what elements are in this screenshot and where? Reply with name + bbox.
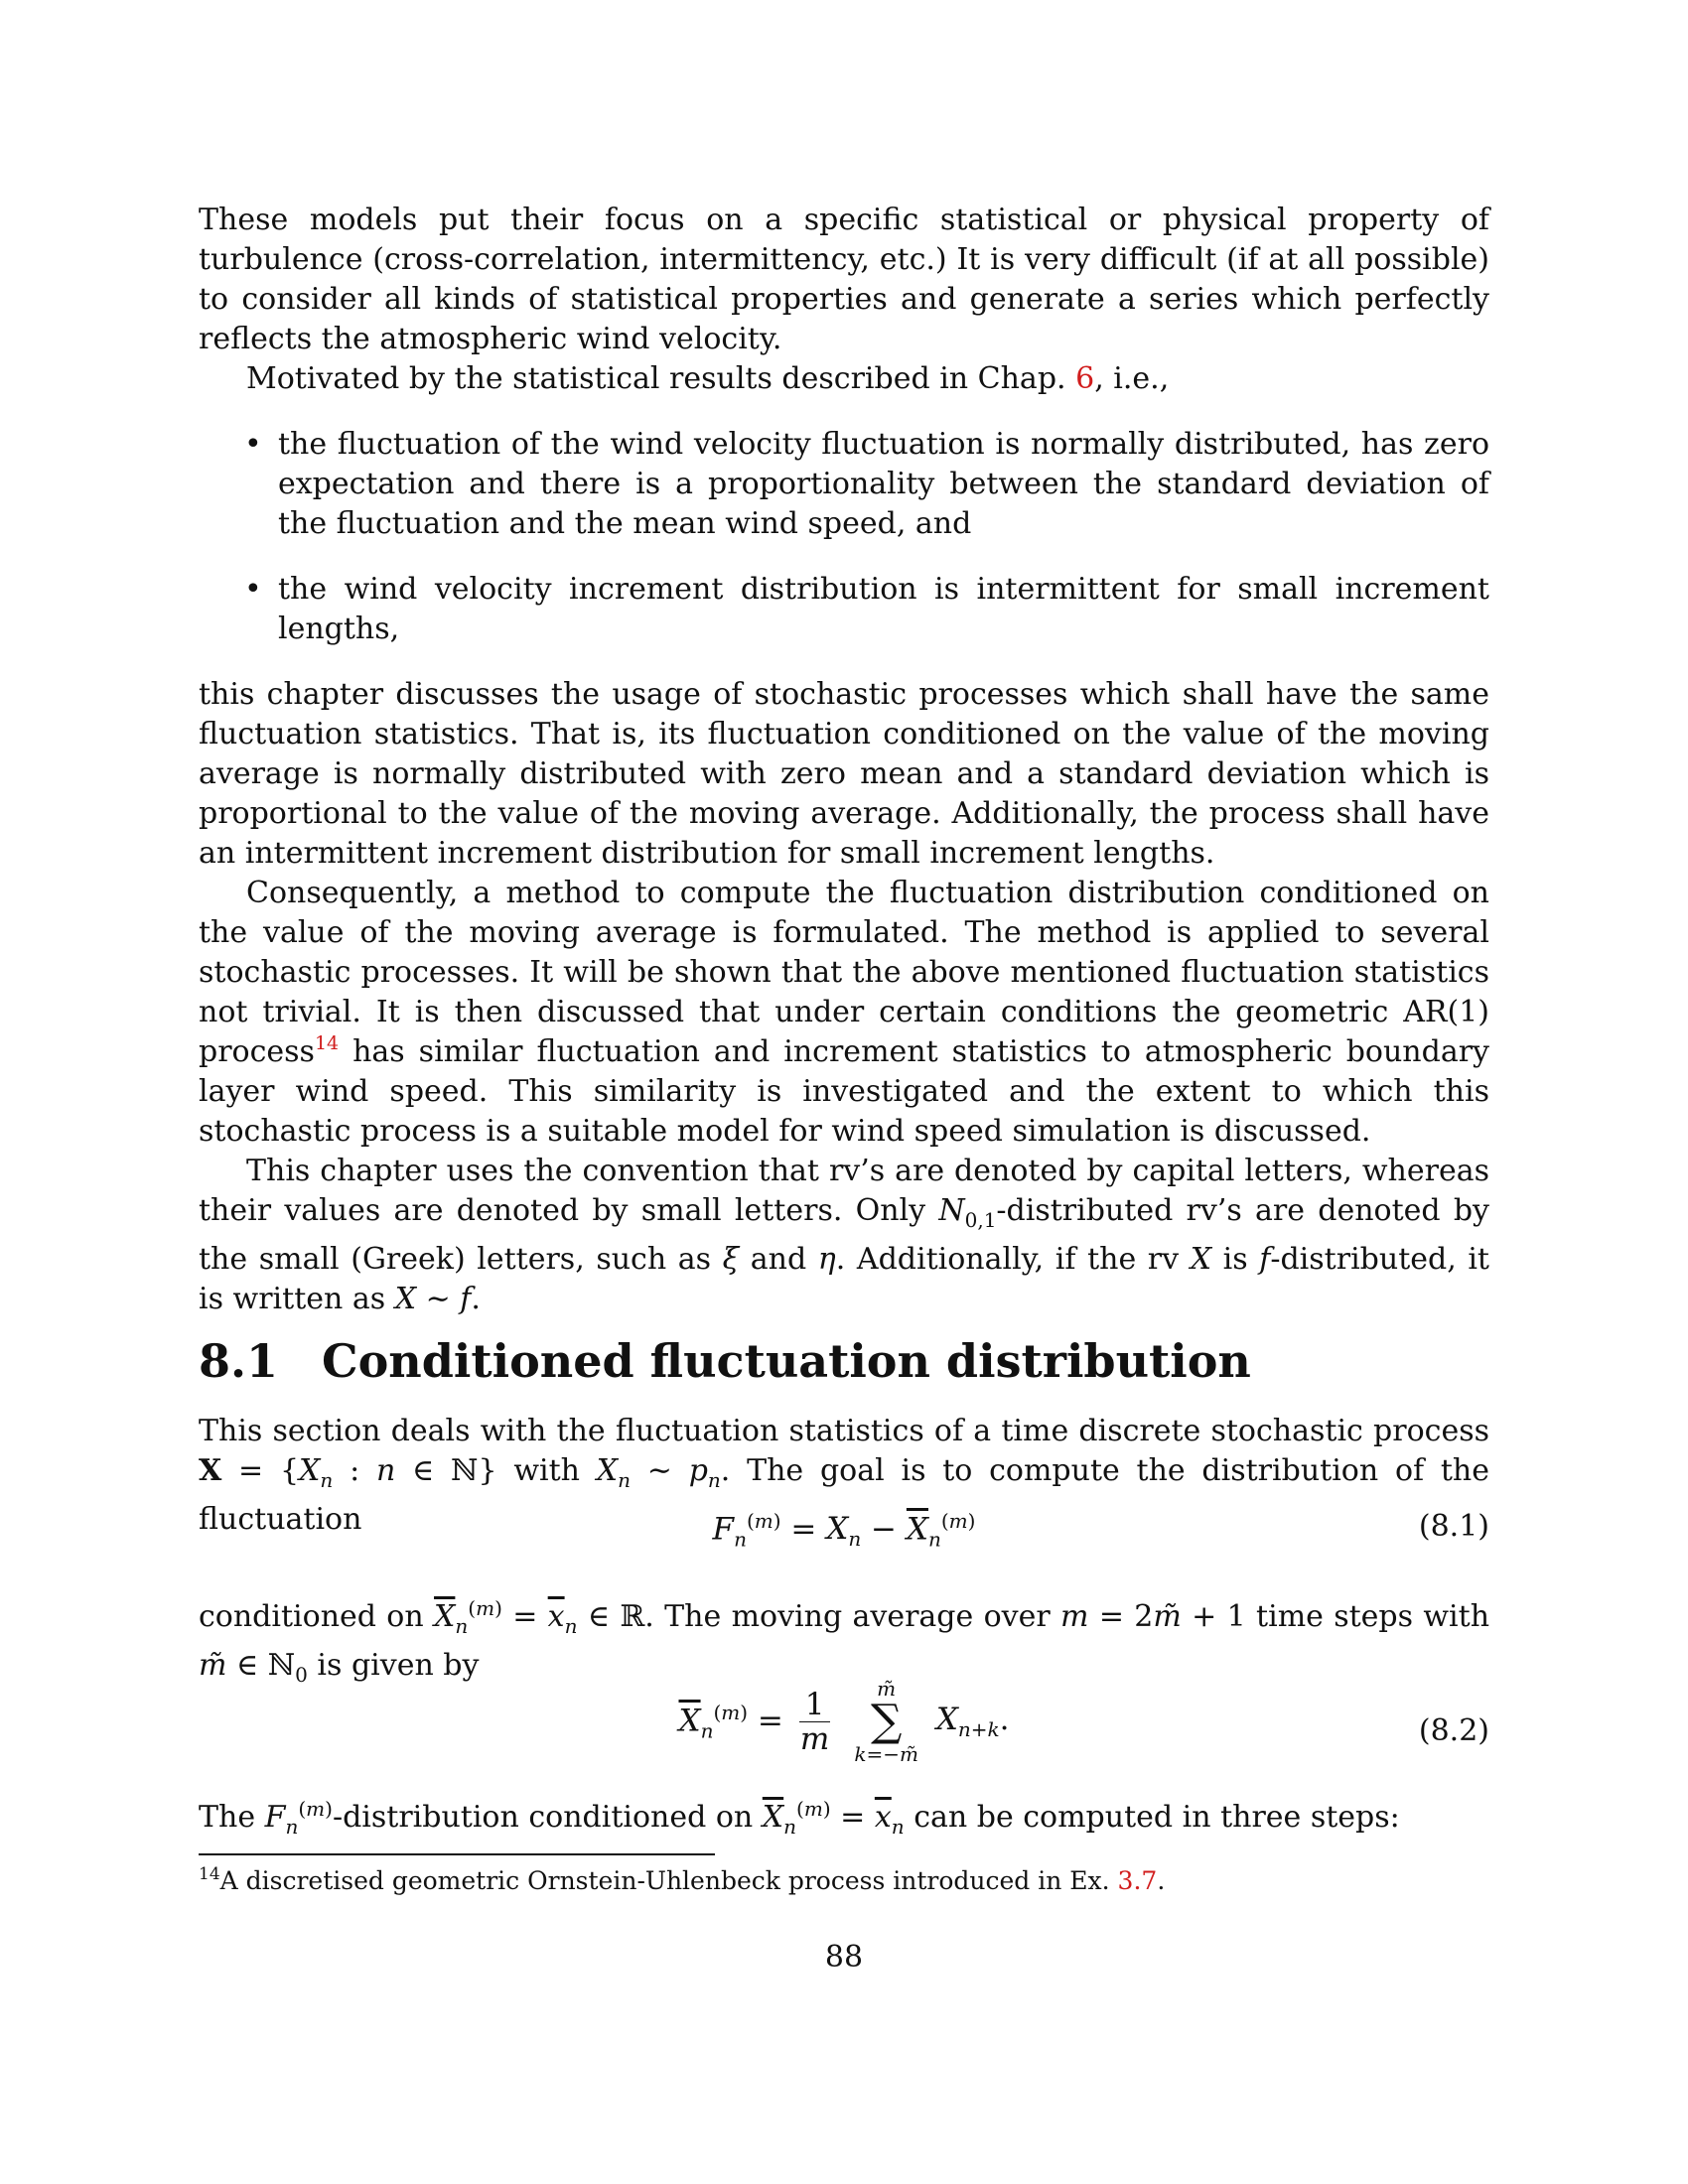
footnote-link[interactable]: 14: [314, 1032, 340, 1054]
fraction: $\frac{1}{m}$: [799, 1686, 830, 1757]
equation-8-2: [199, 1678, 1489, 1787]
intro-paragraph-1: These models put their focus on a specific statistical or physical property of turbulence (cross-correlation, intermittency, etc.) It is very difficult (if at all possible) to consider all kinds of statistical properties and generate a series which perfectly reflects the atmospheric wind velocity.: [199, 203, 1489, 356]
section-paragraph-3: The $F_n^{(m)}$-distribution conditioned on $\overline{X}_n^{(m)} = \overline{x}_n$ can be computed in three steps:: [199, 1797, 1400, 1839]
example-link[interactable]: 3.7: [1117, 1866, 1158, 1895]
section-text-3: [199, 1789, 1489, 1846]
equation-number: (8.2): [1418, 1713, 1489, 1748]
intro-paragraph-4: Consequently, a method to compute the fluctuation distribution conditioned on the value of the moving average is formulated. The method is applied to several stochastic processes. It will be shown that the above mentioned fluctuation statistics not trivial. It is then discussed that under certain conditions the geometric AR(1) process$^{14}$ has similar fluctuation and increment statistics to atmospheric boundary layer wind speed. This similarity is investigated and the extent to which this stochastic process is a suitable model for wind speed simulation is discussed.: [199, 876, 1489, 1149]
chapter-link[interactable]: 6: [1075, 361, 1095, 396]
section-heading: 8.1 Conditioned fluctuation distribution: [199, 1334, 1251, 1388]
bullet-icon: •: [244, 427, 262, 462]
list-item: • the fluctuation of the wind velocity fluctuation is normally distributed, has zero expectation and there is a proportionality between the standard deviation of the fluctuation and the mean wind speed, and: [244, 427, 1489, 541]
equation-body: $\overline{X}_n^{(m)}$ = $\frac{1}{m}$ m̃ ∑ k=−m̃ $X_{n+k}$.: [678, 1677, 1010, 1766]
summation: m̃ ∑ k=−m̃: [854, 1677, 918, 1766]
equation-body: $F_n^{(m)} = X_n - \overline{X}_n^{(m)}$: [712, 1509, 976, 1552]
equation-8-1: [199, 1509, 1489, 1569]
page-number: 88: [824, 1940, 864, 1975]
section-paragraph-1: This section deals with the fluctuation statistics of a time discrete stochastic process $X = \{X_n$ : n ∈ ℕ} with $X_n$ ∼ $p_n$. The goal is to compute the distribution of the fluctuation: [199, 1414, 1490, 1537]
intro-text: [199, 201, 1489, 1319]
section-paragraph-2: conditioned on $\overline{X}_n^{(m)} = \overline{x}_n$ ∈ ℝ. The moving average over m = 2m̃ + 1 time steps with m̃ ∈ ℕ$_0$ is given by: [199, 1596, 1490, 1687]
equation-number: (8.1): [1418, 1509, 1489, 1544]
bullet-list: [199, 425, 1489, 649]
intro-paragraph-3: this chapter discusses the usage of stochastic processes which shall have the same fluctuation statistics. That is, its fluctuation conditioned on the value of the moving average is normally distributed with zero mean and a standard deviation which is proportional to the value of the moving average. Additionally, the process shall have an intermittent increment distribution for small increment lengths.: [199, 677, 1489, 871]
bullet-icon: •: [244, 572, 262, 607]
intro-paragraph-2: Motivated by the statistical results described in Chap. 6, i.e.,: [246, 361, 1170, 396]
intro-paragraph-5: This chapter uses the convention that rv’s are denoted by capital letters, whereas their values are denoted by small letters. Only $N_{0,1}$-distributed rv’s are denoted by the small (Greek) letters, such as ξ and η. Additionally, if the rv X is f-distributed, it is written as X ∼ f.: [199, 1154, 1490, 1316]
footnote: $^{14}$A discretised geometric Ornstein-Uhlenbeck process introduced in Ex. 3.7.: [199, 1864, 1166, 1895]
footnote-rule: [199, 1853, 715, 1855]
list-item: • the wind velocity increment distribution is intermittent for small increment lengths,: [244, 572, 1489, 646]
